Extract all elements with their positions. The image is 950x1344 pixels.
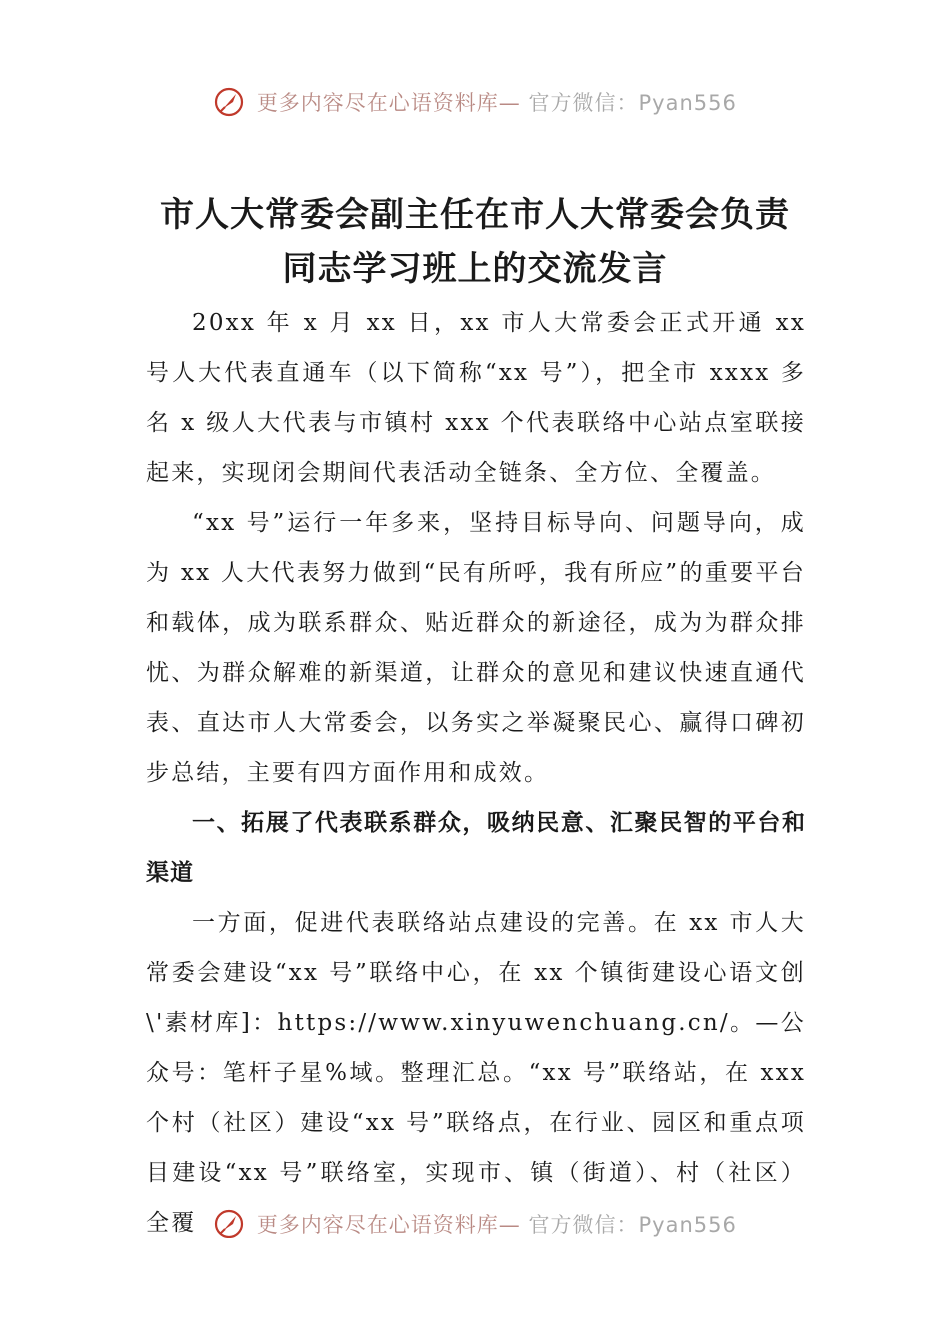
- title-line-1: 市人大常委会副主任在市人大常委会负责: [160, 195, 790, 235]
- quill-logo-icon: [213, 1208, 245, 1238]
- paragraph-3: 一方面，促进代表联络站点建设的完善。在 xx 市人大常委会建设“xx 号”联络中心，在 xx 个镇街建设心语文创\'素材库]：https://www.xinyuwenchuang.cn/。—公众号：笔杆子星%域。整理汇总。“xx 号”联络站，在 xxx 个村（社区）建设“xx 号”联络点，在行业、园区和重点项目建设“xx 号”联络室，实现市、镇（街道）、村（社区）全覆: [146, 910, 806, 1236]
- document-title: [100, 188, 850, 296]
- footer-banner-main-text: 更多内容尽在心语资料库—: [256, 1213, 521, 1237]
- header-banner-contact-text: 官方微信：Pyan556: [528, 91, 737, 115]
- paragraph-1: 20xx 年 x 月 xx 日，xx 市人大常委会正式开通 xx 号人大代表直通车（以下简称“xx 号”），把全市 xxxx 多名 x 级人大代表与市镇村 xxx 个代表联络中心站点室联接起来，实现闭会期间代表活动全链条、全方位、全覆盖。: [146, 310, 806, 486]
- footer-banner: [0, 1208, 950, 1238]
- paragraph-2: “xx 号”运行一年多来，坚持目标导向、问题导向，成为 xx 人大代表努力做到“民有所呼，我有所应”的重要平台和载体，成为联系群众、贴近群众的新途径，成为为群众排忧、为群众解难的新渠道，让群众的意见和建议快速直通代表、直达市人大常委会，以务实之举凝聚民心、赢得口碑初步总结，主要有四方面作用和成效。: [146, 510, 806, 786]
- document-body: [146, 298, 806, 1248]
- quill-logo-icon: [213, 86, 245, 118]
- title-line-2: 同志学习班上的交流发言: [282, 249, 668, 289]
- section-heading-1: 一、拓展了代表联系群众，吸纳民意、汇聚民智的平台和渠道: [146, 810, 806, 886]
- header-banner-main-text: 更多内容尽在心语资料库—: [256, 91, 521, 115]
- header-banner: [0, 86, 950, 118]
- footer-banner-contact-text: 官方微信：Pyan556: [528, 1213, 737, 1237]
